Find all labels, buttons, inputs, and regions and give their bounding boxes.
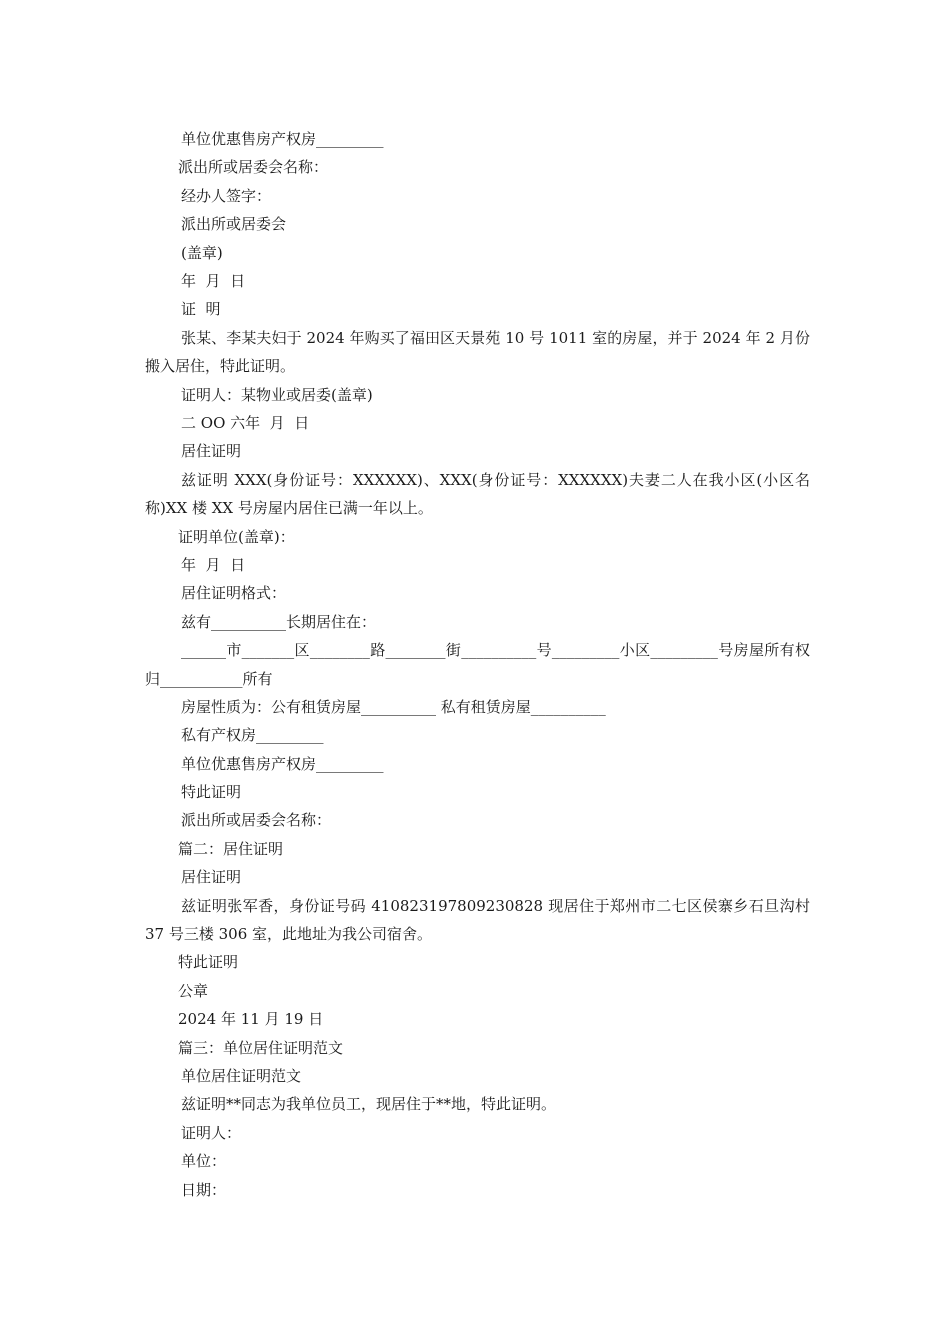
paragraph: 兹证明 XXX(身份证号：XXXXXX)、XXX(身份证号：XXXXXX)夫妻二人在我小区(小区名称)XX 楼 XX 号房屋内居住已满一年以上。 [145,470,810,518]
text-line: 兹有__________长期居住在： [181,612,377,631]
text-line: (盖章) [181,243,223,262]
text-line: 居住证明格式： [181,584,287,603]
text-line: 特此证明 [181,783,242,802]
text-line: 居住证明 [181,442,242,461]
section-heading: 篇三：单位居住证明范文 [178,1038,344,1057]
text-line: 二 OO 六年 月 日 [181,413,310,432]
text-line: 年 月 日 [181,555,246,574]
text-line: 年 月 日 [181,271,246,290]
text-line: 派出所或居委会名称： [181,811,332,830]
paragraph: ______市_______区________路________街__________号_________小区_________号房屋所有权归___________所有 [145,641,810,688]
paragraph: 张某、李某夫妇于 2024 年购买了福田区天景苑 10 号 1011 室的房屋，并于 2024 年 2 月份搬入居住，特此证明。 [145,328,810,376]
text-line: 单位优惠售房产权房_________ [181,130,384,148]
text-line: 房屋性质为：公有租赁房屋__________ 私有租赁房屋__________ [181,697,606,716]
text-line: 证明人：某物业或居委(盖章) [181,385,373,404]
text-line: 证明人： [181,1123,242,1142]
section-heading: 篇二：居住证明 [178,839,284,858]
text-line: 单位优惠售房产权房_________ [181,754,384,773]
document-body [145,125,810,1204]
text-line: 居住证明 [181,868,242,887]
text-line: 日期： [181,1180,227,1199]
text-line: 经办人签字： [181,186,272,205]
date-line: 2024 年 11 月 19 日 [178,1010,324,1029]
text-line: 证 明 [181,300,221,319]
text-line: 证明单位(盖章)： [178,527,295,546]
paragraph: 兹证明张军香，身份证号码 410823197809230828 现居住于郑州市二七区侯寨乡石旦沟村 37 号三楼 306 室，此地址为我公司宿舍。 [145,896,810,944]
text-line: 派出所或居委会 [181,215,287,234]
text-line: 特此证明 [178,953,239,972]
text-line: 兹证明**同志为我单位员工，现居住于**地，特此证明。 [181,1095,557,1114]
text-line: 单位： [181,1152,227,1171]
text-line: 派出所或居委会名称： [178,158,329,177]
text-line: 公章 [178,981,209,1000]
text-line: 单位居住证明范文 [181,1067,302,1086]
text-line: 私有产权房_________ [181,726,324,745]
